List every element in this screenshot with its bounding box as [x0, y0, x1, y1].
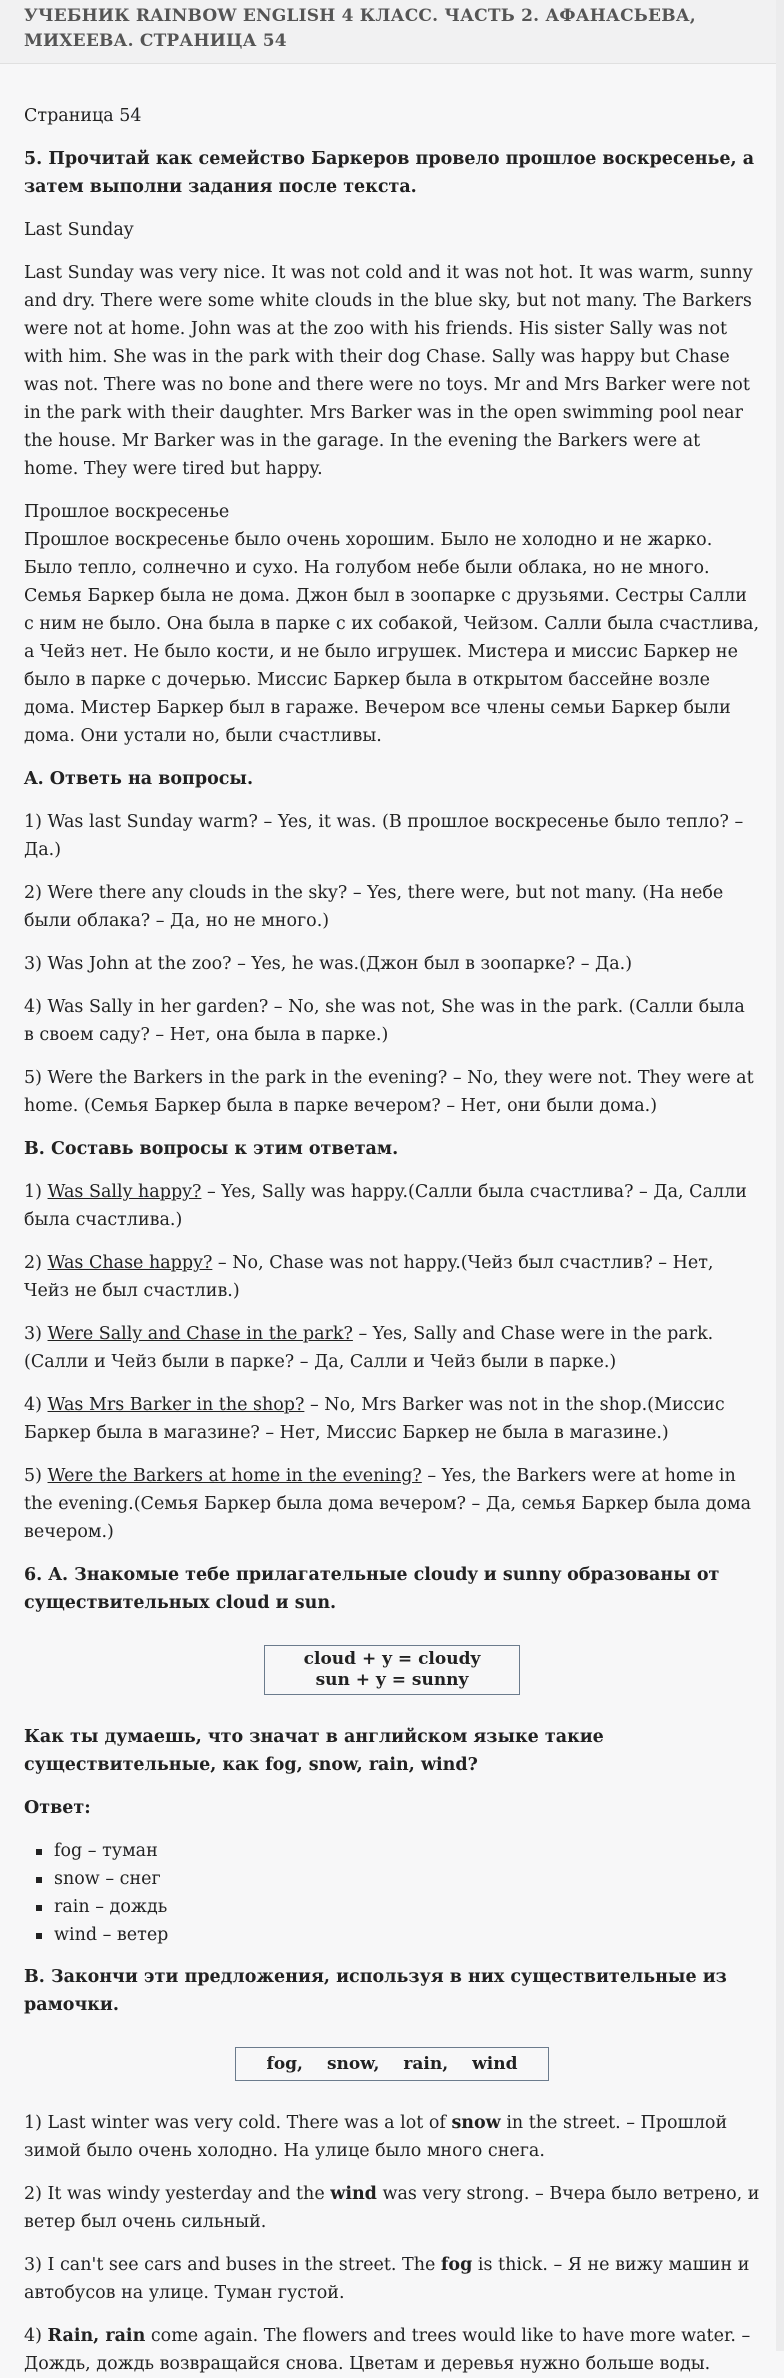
sentence-part: 1) Last winter was very cold. There was a lot of	[24, 2113, 452, 2133]
item-answer: – No, Mrs Barker was not in the shop.(Миссис Баркер была в магазине? – Нет, Миссис Баркер не была в магазине.)	[24, 1395, 725, 1443]
item-answer: – Yes, Sally and Chase were in the park.(Салли и Чейз были в парке? – Да, Салли и Чейз были в парке.)	[24, 1324, 714, 1372]
part-a-item: 3) Was John at the zoo? – Yes, he was.(Джон был в зоопарке? – Да.)	[24, 954, 633, 974]
question-underlined: Were Sally and Chase in the park?	[47, 1324, 353, 1344]
page-label: Страница 54	[24, 106, 142, 126]
part-b-heading: B. Составь вопросы к этим ответам.	[24, 1139, 399, 1159]
sentence-item	[24, 2322, 760, 2378]
question-underlined: Were the Barkers at home in the evening?	[47, 1466, 422, 1486]
sentence-part: is thick. – Я не вижу машин и автобусов на улице. Туман густой.	[24, 2255, 750, 2303]
sentence-part: 3) I can't see cars and buses in the street. The	[24, 2255, 441, 2275]
text-body: Last Sunday was very nice. It was not cold and it was not hot. It was warm, sunny and dry. There were some white clouds in the blue sky, but not many. The Barkers were not at home. John was at the zoo with his friends. His sister Sally was not with him. She was in the park with their dog Chase. Sally was happy but Chase was not. There was no bone and there were no toys. Mr and Mrs Barker were not in the park with their daughter. Mrs Barker was in the open swimming pool near the house. Mr Barker was in the garage. In the evening the Barkers were at home. They were tired but happy.	[24, 263, 753, 479]
part-a-item: 4) Was Sally in her garden? – No, she was not, She was in the park. (Салли была в своем саду? – Нет, она была в парке.)	[24, 997, 745, 1045]
translation-body: Прошлое воскресенье было очень хорошим. Было не холодно и не жарко. Было тепло, солнечно и сухо. На голубом небе были облака, но не много. Семья Баркер была не дома. Джон был в зоопарке с друзьями. Сестры Салли с ним не было. Она была в парке с их собакой, Чейзом. Салли была счастлива, а Чейз нет. Не было кости, и не было игрушек. Мистера и миссис Баркер не было в парке с дочерью. Миссис Баркер была в открытом бассейне возле дома. Мистер Баркер был в гараже. Вечером все члены семьи Баркер были дома. Они устали но, были счастливы.	[24, 530, 760, 746]
sentence-item	[24, 2251, 760, 2307]
item-answer: – Yes, Sally was happy.(Салли была счастлива? – Да, Салли была счастлива.)	[24, 1182, 747, 1230]
formula-box-wrap	[24, 1645, 760, 1695]
answer-item: wind – ветер	[54, 1921, 760, 1949]
sentence-part: 4)	[24, 2326, 48, 2346]
question-underlined: Was Sally happy?	[47, 1182, 202, 1202]
item-number: 5)	[24, 1466, 48, 1486]
sentence-part: was very strong. – Вчера было ветрено, и ветер был очень сильный.	[24, 2184, 760, 2232]
article-content	[0, 64, 784, 2378]
item-number: 3)	[24, 1324, 48, 1344]
sentence-answer: Rain, rain	[47, 2326, 146, 2346]
text-title: Last Sunday	[24, 220, 134, 240]
translation-title: Прошлое воскресенье	[24, 502, 230, 522]
part-b-item	[24, 1249, 760, 1305]
exercise-6b-heading: B. Закончи эти предложения, используя в них существительные из рамочки.	[24, 1967, 727, 2015]
box-word: fog,	[266, 2054, 303, 2074]
item-number: 4)	[24, 1395, 48, 1415]
exercise-6-question: Как ты думаешь, что значат в английском языке такие существительные, как fog, snow, rain, wind?	[24, 1727, 604, 1775]
part-b-item	[24, 1320, 760, 1376]
box-word: rain,	[403, 2054, 449, 2074]
sentence-answer: snow	[451, 2113, 501, 2133]
part-a-item: 2) Were there any clouds in the sky? – Yes, there were, but not many. (На небе были облака? – Да, но не много.)	[24, 883, 724, 931]
sentence-answer: fog	[440, 2255, 473, 2275]
page-header-title: УЧЕБНИК RAINBOW ENGLISH 4 КЛАСС. ЧАСТЬ 2. АФАНАСЬЕВА, МИХЕЕВА. СТРАНИЦА 54	[24, 6, 696, 51]
answer-item: fog – туман	[54, 1837, 760, 1865]
page-edge	[776, 0, 784, 2351]
sentence-part: 2) It was windy yesterday and the	[24, 2184, 331, 2204]
question-underlined: Was Mrs Barker in the shop?	[47, 1395, 305, 1415]
sentence-item	[24, 2109, 760, 2165]
sentence-item	[24, 2180, 760, 2236]
item-answer: – No, Chase was not happy.(Чейз был счастлив? – Нет, Чейз не был счастлив.)	[24, 1253, 714, 1301]
part-a-item: 5) Were the Barkers in the park in the evening? – No, they were not. They were at home. (Семья Баркер была в парке вечером? – Нет, они были дома.)	[24, 1068, 754, 1116]
answer-label: Ответ:	[24, 1798, 91, 1818]
answer-list	[24, 1837, 760, 1949]
sentence-part: in the street. – Прошлой зимой было очень холодно. На улице было много снега.	[24, 2113, 728, 2161]
formula-line: cloud + y = cloudy	[303, 1649, 481, 1669]
sentence-part: come again. The flowers and trees would like to have more water. – Дождь, дождь возвращайся снова. Цветам и деревья нужно больше воды.	[24, 2326, 751, 2374]
formula-box	[264, 1645, 520, 1695]
page-header	[0, 0, 784, 64]
part-b-item	[24, 1462, 760, 1546]
item-number: 1)	[24, 1182, 48, 1202]
part-b-item	[24, 1391, 760, 1447]
sentence-answer: wind	[330, 2184, 377, 2204]
formula-line: sun + y = sunny	[315, 1670, 469, 1690]
item-number: 2)	[24, 1253, 48, 1273]
exercise-5-heading: 5. Прочитай как семейство Баркеров провело прошлое воскресенье, а затем выполни задания после текста.	[24, 149, 755, 197]
words-box	[235, 2047, 549, 2081]
part-b-item	[24, 1178, 760, 1234]
part-a-item: 1) Was last Sunday warm? – Yes, it was. (В прошлое воскресенье было тепло? – Да.)	[24, 812, 744, 860]
exercise-6-heading: 6. A. Знакомые тебе прилагательные cloudy и sunny образованы от существительных cloud и sun.	[24, 1565, 720, 1613]
answer-item: rain – дождь	[54, 1893, 760, 1921]
words-box-wrap	[24, 2047, 760, 2081]
box-word: snow,	[326, 2054, 380, 2074]
box-word: wind	[472, 2054, 518, 2074]
item-answer: – Yes, the Barkers were at home in the evening.(Семья Баркер была дома вечером? – Да, семья Баркер была дома вечером.)	[24, 1466, 752, 1542]
question-underlined: Was Chase happy?	[47, 1253, 213, 1273]
part-a-heading: A. Ответь на вопросы.	[24, 769, 254, 789]
answer-item: snow – снег	[54, 1865, 760, 1893]
